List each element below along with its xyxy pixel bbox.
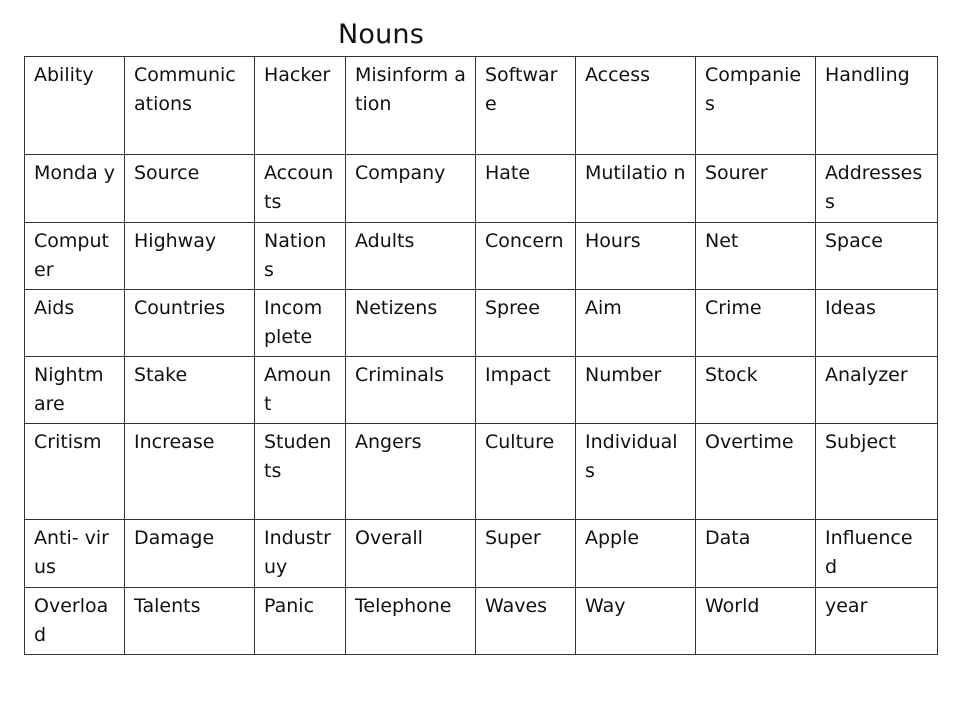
table-cell: Spree <box>476 290 576 357</box>
table-cell: Company <box>346 155 476 223</box>
table-cell: Misinform ation <box>346 57 476 155</box>
table-cell: Number <box>576 357 696 424</box>
table-cell: Waves <box>476 588 576 655</box>
table-cell: Source <box>125 155 255 223</box>
table-cell: Damage <box>125 520 255 588</box>
table-cell: Critism <box>25 424 125 520</box>
table-row <box>25 357 938 424</box>
table-cell: Influence d <box>816 520 938 588</box>
table-cell: Overtime <box>696 424 816 520</box>
table-row <box>25 155 938 223</box>
table-cell: Hours <box>576 223 696 290</box>
table-cell: Talents <box>125 588 255 655</box>
table-cell: Sourer <box>696 155 816 223</box>
table-cell: Panic <box>255 588 346 655</box>
table-cell: Subject <box>816 424 938 520</box>
table-cell: Stock <box>696 357 816 424</box>
table-cell: Angers <box>346 424 476 520</box>
table-cell: Ability <box>25 57 125 155</box>
table-cell: World <box>696 588 816 655</box>
table-cell: Anti- virus <box>25 520 125 588</box>
table-cell: Adults <box>346 223 476 290</box>
table-cell: Handling <box>816 57 938 155</box>
table-cell: Amoun t <box>255 357 346 424</box>
table-cell: Net <box>696 223 816 290</box>
table-cell: Countries <box>125 290 255 357</box>
table-row <box>25 588 938 655</box>
table-row <box>25 290 938 357</box>
table-cell: Monda y <box>25 155 125 223</box>
table-cell: Overloa d <box>25 588 125 655</box>
table-cell: Criminals <box>346 357 476 424</box>
table-cell: Nightm are <box>25 357 125 424</box>
table-cell: Comput er <box>25 223 125 290</box>
table-cell: Industr uy <box>255 520 346 588</box>
table-cell: Accoun ts <box>255 155 346 223</box>
table-cell: Studen ts <box>255 424 346 520</box>
nouns-table <box>24 56 938 655</box>
table-row <box>25 520 938 588</box>
table-row <box>25 57 938 155</box>
table-cell: Impact <box>476 357 576 424</box>
table-row <box>25 424 938 520</box>
table-cell: Highway <box>125 223 255 290</box>
page-title: Nouns <box>338 19 425 50</box>
table-cell: Mutilatio n <box>576 155 696 223</box>
table-cell: Apple <box>576 520 696 588</box>
table-cell: Overall <box>346 520 476 588</box>
table-cell: Culture <box>476 424 576 520</box>
table-cell: Super <box>476 520 576 588</box>
table-cell: Incom plete <box>255 290 346 357</box>
table-cell: Stake <box>125 357 255 424</box>
table-cell: Ideas <box>816 290 938 357</box>
table-cell: year <box>816 588 938 655</box>
table-cell: Softwar e <box>476 57 576 155</box>
table-cell: Hacker <box>255 57 346 155</box>
table-cell: Increase <box>125 424 255 520</box>
table-cell: Way <box>576 588 696 655</box>
table-row <box>25 223 938 290</box>
table-cell: Crime <box>696 290 816 357</box>
table-cell: Addresses s <box>816 155 938 223</box>
table-cell: Telephone <box>346 588 476 655</box>
nouns-table-body <box>25 57 938 655</box>
table-cell: Concern <box>476 223 576 290</box>
table-cell: Analyzer <box>816 357 938 424</box>
table-cell: Space <box>816 223 938 290</box>
table-cell: Hate <box>476 155 576 223</box>
table-cell: Aids <box>25 290 125 357</box>
table-cell: Nation s <box>255 223 346 290</box>
table-cell: Netizens <box>346 290 476 357</box>
table-cell: Communic ations <box>125 57 255 155</box>
table-cell: Individual s <box>576 424 696 520</box>
table-cell: Companie s <box>696 57 816 155</box>
table-cell: Data <box>696 520 816 588</box>
table-cell: Aim <box>576 290 696 357</box>
table-cell: Access <box>576 57 696 155</box>
